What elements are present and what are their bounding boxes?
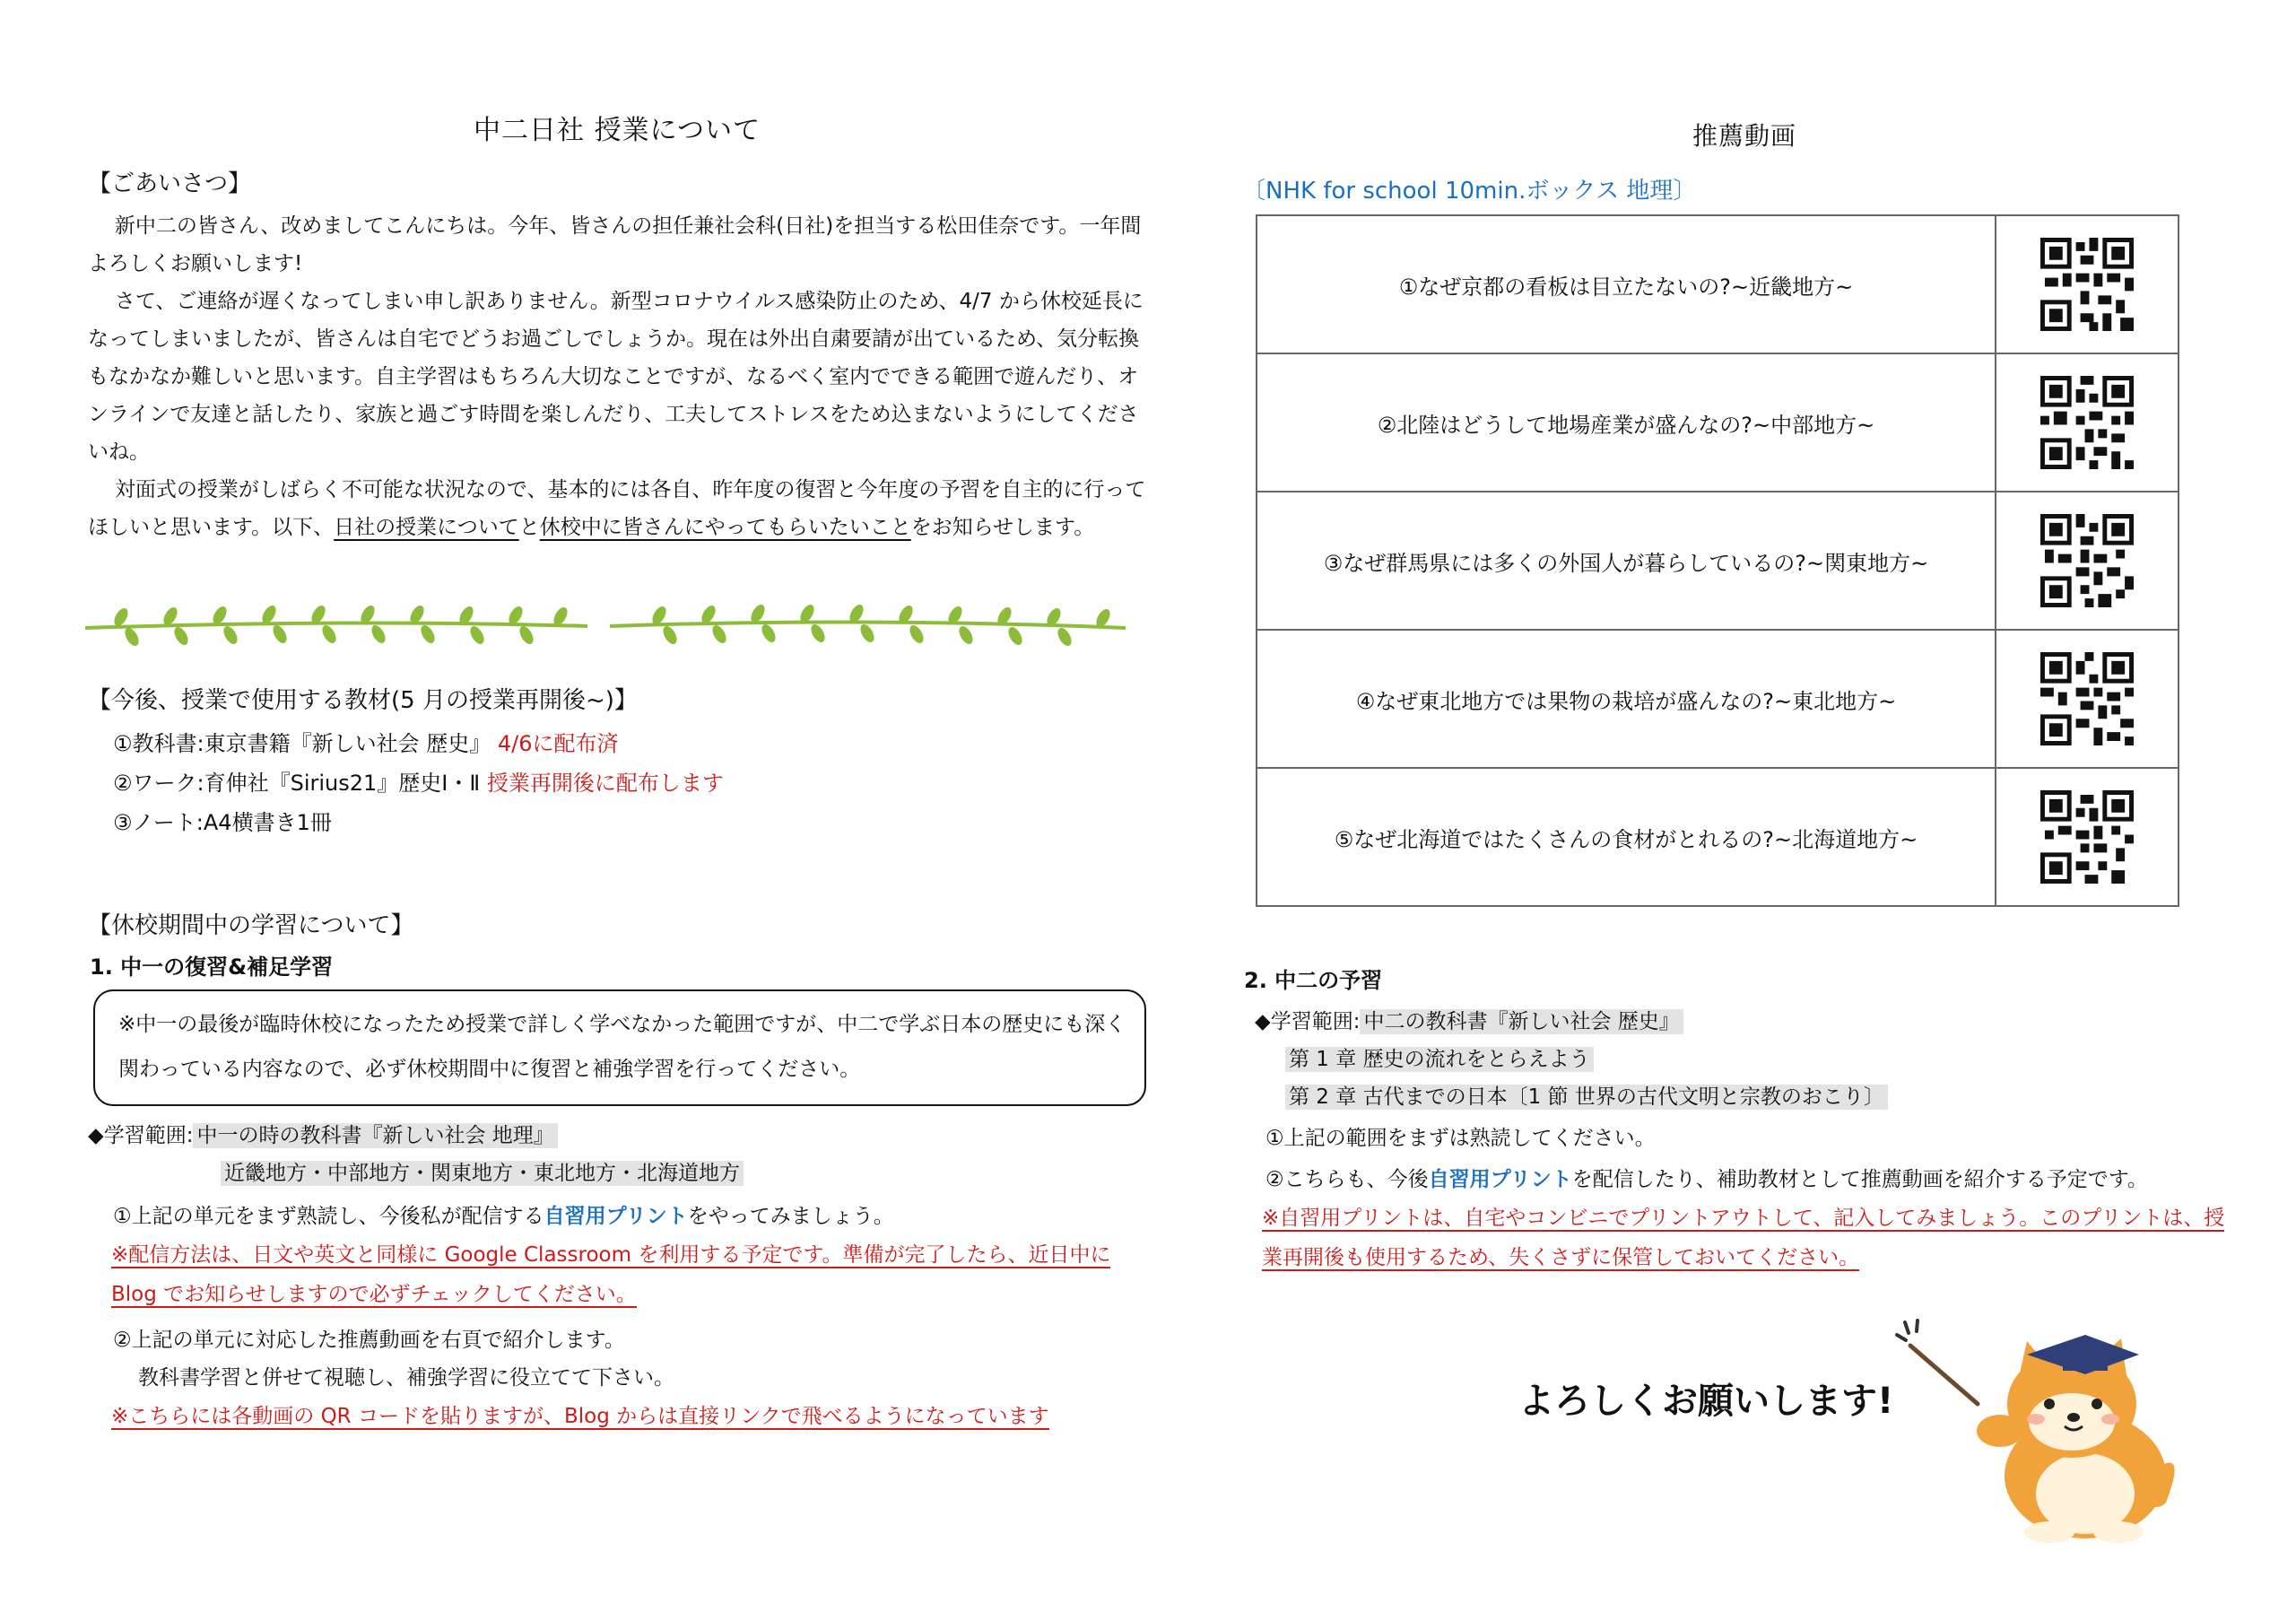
greeting-p3-end: をお知らせします。 xyxy=(910,516,1095,539)
material-text: ①教科書:東京書籍『新しい社会 歴史』 xyxy=(113,731,491,756)
vine-divider-icon xyxy=(85,603,1126,648)
nhk-label: 〔NHK for school 10min.ボックス 地理〕 xyxy=(1242,178,1697,205)
step1-blue: 自習用プリント xyxy=(544,1205,688,1228)
greeting-p3-underline-2: 休校中に皆さんにやってもらいたいこと xyxy=(539,516,911,539)
table-row xyxy=(1257,353,2179,492)
right-step1: ①上記の範囲をまずは熟読してください。 xyxy=(1265,1127,1656,1150)
materials-list xyxy=(113,724,1146,842)
greeting-heading: 【ごあいさつ】 xyxy=(88,170,252,197)
video-title: ⑤なぜ北海道ではたくさんの食材がとれるの?~北海道地方~ xyxy=(1257,768,1996,906)
greeting-paragraph-1: 新中二の皆さん、改めましてこんにちは。今年、皆さんの担任兼社会科(日社)を担当する松田佳奈です。一年間よろしくお願いします! xyxy=(88,214,1142,275)
range-value: 中一の時の教科書『新しい社会 地理』 xyxy=(193,1123,557,1148)
table-row xyxy=(1257,492,2179,630)
material-item-3 xyxy=(113,803,1146,842)
table-row xyxy=(1257,768,2179,906)
right-note-wrap xyxy=(1262,1198,2239,1277)
qr-code-icon[interactable] xyxy=(2040,790,2134,884)
video-title: ②北陸はどうして地場産業が盛んなの?~中部地方~ xyxy=(1257,353,1996,492)
step1-pre: ①上記の単元をまず熟読し、今後私が配信する xyxy=(113,1205,544,1228)
material-note: 授業再開後に配布します xyxy=(486,771,724,796)
step2-line: ②上記の単元に対応した推薦動画を右頁で紹介します。 xyxy=(113,1329,625,1352)
range-line xyxy=(88,1117,1146,1155)
qr-code-icon[interactable] xyxy=(2040,514,2134,607)
material-item-2 xyxy=(113,763,1146,803)
notice-box: ※中一の最後が臨時休校になったため授業で詳しく学べなかった範囲ですが、中二で学ぶ日本の歴史にも深く関わっている内容なので、必ず休校期間中に復習と補強学習を行ってください。 xyxy=(93,989,1146,1106)
qr-code-icon[interactable] xyxy=(2040,376,2134,469)
step2b-line: 教科書学習と併せて視聴し、補強学習に役立てて下さい。 xyxy=(138,1366,674,1390)
study-heading: 【休校期間中の学習について】 xyxy=(88,912,414,939)
material-note: 4/6に配布済 xyxy=(497,731,619,756)
range2-value: 中二の教科書『新しい社会 歴史』 xyxy=(1360,1009,1683,1034)
shiba-mascot-icon xyxy=(1892,1319,2179,1543)
note2-wrap xyxy=(111,1397,1146,1436)
greeting-paragraph-2: さて、ご連絡が遅くなってしまい申し訳ありません。新型コロナウイルス感染防止のため、4/7 から休校延長になってしまいましたが、皆さんは自宅でどうお過ごしでしょうか。現在は外出自粛要請が出ているため、気分転換もなかなか難しいと思います。自主学習はもちろん大切なことですが、なるべく室内でできる範囲で遊んだり、オンラインで友達と話したり、家族と過ごす時間を楽しんだり、工夫してストレスをため込まないようにしてくださいね。 xyxy=(88,290,1144,464)
section2-title: 2. 中二の予習 xyxy=(1244,968,1383,993)
right-column xyxy=(1242,99,2247,1277)
material-item-1 xyxy=(113,724,1146,763)
qr-code-icon[interactable] xyxy=(2040,652,2134,745)
range-line-2 xyxy=(221,1155,1146,1192)
greeting-p3-mid: と xyxy=(518,516,540,539)
right-step2-pre: ②こちらも、今後 xyxy=(1265,1168,1429,1191)
step1-post: をやってみましょう。 xyxy=(687,1205,894,1228)
chapter1-line xyxy=(1285,1041,2247,1078)
chapter2: 第 2 章 古代までの日本〔1 節 世界の古代文明と宗教のおこり〕 xyxy=(1285,1085,1888,1110)
video-table xyxy=(1256,214,2179,907)
video-title: ①なぜ京都の看板は目立たないの?~近畿地方~ xyxy=(1257,215,1996,353)
right-step2 xyxy=(1265,1161,2247,1198)
chapter1: 第 1 章 歴史の流れをとらえよう xyxy=(1285,1047,1594,1072)
note1-wrap xyxy=(111,1235,1146,1314)
range-label: ◆学習範囲: xyxy=(88,1124,194,1147)
range2-label: ◆学習範囲: xyxy=(1255,1010,1361,1033)
note2: ※こちらには各動画の QR コードを貼りますが、Blog からは直接リンクで飛べるようになっています xyxy=(111,1405,1049,1428)
section1-title: 1. 中一の復習&補足学習 xyxy=(90,954,334,980)
greeting-p3-underline-1: 日社の授業について xyxy=(334,516,519,539)
table-row xyxy=(1257,630,2179,768)
material-text: ②ワーク:育伸社『Sirius21』歴史Ⅰ・Ⅱ xyxy=(113,771,481,796)
range2-line xyxy=(1255,1003,2247,1041)
video-title: ③なぜ群馬県には多くの外国人が暮らしているの?~関東地方~ xyxy=(1257,492,1996,630)
recommend-title: 推薦動画 xyxy=(1692,121,1796,151)
greeting-paragraph-3 xyxy=(88,471,1146,546)
note1: ※配信方法は、日文や英文と同様に Google Classroom を利用する予定です。準備が完了したら、近日中に Blog でお知らせしますので必ずチェックしてください。 xyxy=(111,1243,1111,1306)
step1-line xyxy=(113,1198,1146,1235)
left-column xyxy=(88,99,1146,546)
table-row xyxy=(1257,215,2179,353)
chapter2-line xyxy=(1285,1078,2247,1116)
left-column-lower xyxy=(88,675,1146,1436)
materials-heading: 【今後、授業で使用する教材(5 月の授業再開後~)】 xyxy=(88,687,638,714)
range-value-2: 近畿地方・中部地方・関東地方・東北地方・北海道地方 xyxy=(221,1161,744,1186)
closing-text: よろしくお願いします! xyxy=(1518,1381,1894,1422)
material-text: ③ノート:A4横書き1冊 xyxy=(113,810,332,835)
qr-code-icon[interactable] xyxy=(2040,238,2134,331)
right-step2-blue: 自習用プリント xyxy=(1428,1168,1572,1191)
right-step2-post: を配信したり、補助教材として推薦動画を紹介する予定です。 xyxy=(1571,1168,2148,1191)
greeting-p3-start: 対面式の授業がしばらく不可能な状況なので、基本的には各自、昨年度の復習と今年度の予習を自主的に行ってほしいと思います。以下、 xyxy=(88,478,1146,539)
video-title: ④なぜ東北地方では果物の栽培が盛んなの?~東北地方~ xyxy=(1257,630,1996,768)
right-note: ※自習用プリントは、自宅やコンビニでプリントアウトして、記入してみましょう。このプリントは、授業再開後も使用するため、失くさずに保管しておいてください。 xyxy=(1262,1207,2225,1269)
page-title: 中二日社 授業について xyxy=(474,115,761,146)
